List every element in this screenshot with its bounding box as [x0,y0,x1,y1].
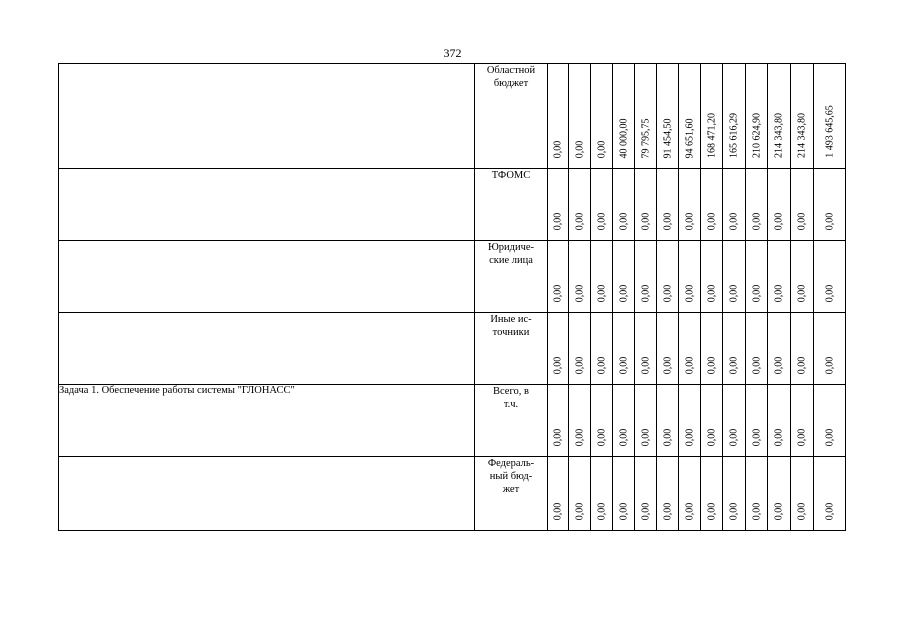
value-text: 0,00 [728,212,740,230]
value-cell [723,313,746,385]
value-cell [569,385,591,457]
value-cell [591,169,613,241]
value-text: 214 343,80 [796,113,808,158]
funding-source-label: ТФОМС [491,170,531,181]
value-text: 0,00 [751,428,762,446]
value-cell [768,457,791,531]
value-cell [591,64,613,169]
value-cell [791,169,814,241]
value-text: 0,00 [751,502,762,520]
value-text: 0,00 [640,502,651,520]
funding-source-label: Федераль-ный бюд-жет [487,458,535,495]
value-text: 0,00 [640,428,651,446]
value-cell [768,313,791,385]
value-text: 0,00 [728,502,740,520]
value-cell [613,385,635,457]
value-cell [723,457,746,531]
value-cell [657,385,679,457]
value-cell [723,241,746,313]
value-text: 0,00 [684,356,695,374]
value-cell [746,457,768,531]
value-cell [768,385,791,457]
value-text: 0,00 [751,356,762,374]
value-cell [635,169,657,241]
value-text: 0,00 [662,284,673,302]
value-cell [657,241,679,313]
value-text: 0,00 [596,428,607,446]
value-text: 0,00 [618,212,629,230]
value-cell [657,64,679,169]
value-text: 0,00 [596,140,607,158]
funding-source-label: Иные ис-точники [490,314,532,338]
value-text: 0,00 [796,356,808,374]
value-text: 0,00 [824,212,835,230]
value-text: 0,00 [618,356,629,374]
value-cell [679,385,701,457]
value-cell [814,313,846,385]
value-text: 0,00 [751,284,762,302]
value-cell [723,169,746,241]
value-text: 0,00 [618,428,629,446]
task-cell [59,313,475,385]
funding-source-cell [475,169,548,241]
value-cell [635,241,657,313]
value-cell [635,457,657,531]
value-text: 0,00 [684,284,695,302]
value-cell [701,457,723,531]
value-text: 0,00 [552,502,564,520]
value-cell [613,457,635,531]
value-cell [723,64,746,169]
value-text: 0,00 [706,284,717,302]
value-cell [814,241,846,313]
value-cell [548,457,569,531]
value-text: 0,00 [728,356,740,374]
page-number: 372 [443,46,462,60]
value-text: 210 624,90 [751,113,762,158]
value-cell [791,313,814,385]
value-text: 0,00 [640,284,651,302]
value-text: 0,00 [552,284,564,302]
funding-source-label: Областной бюджет [486,65,536,89]
funding-source-cell [475,64,548,169]
value-cell [635,385,657,457]
value-text: 0,00 [640,212,651,230]
funding-source-label: Всего, в т.ч. [493,386,529,410]
value-cell [569,64,591,169]
value-text: 0,00 [684,428,695,446]
value-cell [548,64,569,169]
value-text: 0,00 [640,356,651,374]
value-text: 168 471,20 [706,113,717,158]
value-cell [569,313,591,385]
value-cell [768,64,791,169]
value-text: 0,00 [706,212,717,230]
value-cell [613,64,635,169]
value-cell [723,385,746,457]
value-text: 40 000,00 [618,118,629,158]
value-cell [657,169,679,241]
value-text: 0,00 [773,356,785,374]
value-text: 0,00 [596,356,607,374]
value-cell [814,457,846,531]
table-row [59,169,846,241]
table-row [59,64,846,169]
table-row [59,385,846,457]
value-text: 0,00 [796,502,808,520]
value-text: 0,00 [773,212,785,230]
value-cell [701,385,723,457]
value-cell [679,313,701,385]
value-text: 0,00 [824,284,835,302]
value-text: 0,00 [824,502,835,520]
value-text: 0,00 [824,428,835,446]
value-text: 0,00 [728,284,740,302]
value-text: 0,00 [662,502,673,520]
budget-table [58,63,846,531]
funding-source-cell [475,313,548,385]
value-cell [701,241,723,313]
value-cell [591,457,613,531]
value-text: 0,00 [796,212,808,230]
value-cell [613,313,635,385]
table-row [59,241,846,313]
value-text: 0,00 [751,212,762,230]
value-cell [679,64,701,169]
value-text: 0,00 [574,212,585,230]
value-cell [791,241,814,313]
value-text: 0,00 [596,212,607,230]
value-cell [746,169,768,241]
task-cell [59,169,475,241]
value-text: 0,00 [796,284,808,302]
value-cell [701,169,723,241]
value-cell [746,64,768,169]
value-text: 0,00 [574,502,585,520]
value-cell [569,241,591,313]
task-cell: Задача 1. Обеспечение работы системы "ГЛОНАСС" [59,385,475,457]
value-text: 0,00 [574,356,585,374]
value-cell [548,169,569,241]
table-row [59,313,846,385]
funding-source-cell [475,385,548,457]
funding-source-label: Юридиче-ские лица [487,242,535,266]
value-cell [548,385,569,457]
value-cell [569,169,591,241]
value-text: 0,00 [773,502,785,520]
value-cell [657,313,679,385]
value-cell [679,169,701,241]
value-cell [591,313,613,385]
value-cell [548,241,569,313]
value-cell [679,457,701,531]
value-text: 0,00 [773,284,785,302]
task-cell [59,457,475,531]
value-text: 0,00 [684,502,695,520]
value-cell [701,313,723,385]
value-text: 0,00 [574,140,585,158]
value-cell [768,169,791,241]
value-text: 0,00 [706,356,717,374]
value-text: 0,00 [552,428,564,446]
value-text: 0,00 [662,212,673,230]
value-cell [746,241,768,313]
value-cell [613,241,635,313]
value-text: 0,00 [574,428,585,446]
value-text: 0,00 [596,502,607,520]
value-text: 79 795,75 [640,118,651,158]
table-row [59,457,846,531]
value-cell [746,385,768,457]
value-text: 0,00 [706,502,717,520]
value-text: 0,00 [552,140,564,158]
value-cell [814,385,846,457]
value-cell [791,64,814,169]
value-text: 0,00 [662,428,673,446]
value-text: 0,00 [618,502,629,520]
value-text: 0,00 [706,428,717,446]
value-cell [746,313,768,385]
value-text: 214 343,80 [773,113,785,158]
value-text: 0,00 [552,356,564,374]
value-text: 165 616,29 [728,113,740,158]
value-text: 0,00 [824,356,835,374]
value-cell [791,385,814,457]
value-text: 0,00 [796,428,808,446]
value-text: 0,00 [596,284,607,302]
value-cell [657,457,679,531]
value-text: 0,00 [773,428,785,446]
task-cell [59,64,475,169]
value-cell [635,64,657,169]
value-cell [814,169,846,241]
value-cell [701,64,723,169]
value-cell [569,457,591,531]
value-text: 94 651,60 [684,118,695,158]
value-cell [791,457,814,531]
value-cell [768,241,791,313]
value-text: 0,00 [728,428,740,446]
value-text: 0,00 [684,212,695,230]
value-text: 91 454,50 [662,118,673,158]
value-cell [613,169,635,241]
funding-source-cell [475,241,548,313]
value-text: 1 493 645,65 [824,105,835,158]
value-text: 0,00 [552,212,564,230]
value-text: 0,00 [662,356,673,374]
value-cell [679,241,701,313]
value-cell [635,313,657,385]
value-cell [814,64,846,169]
value-cell [548,313,569,385]
value-cell [591,385,613,457]
value-text: 0,00 [618,284,629,302]
funding-source-cell [475,457,548,531]
task-cell [59,241,475,313]
value-cell [591,241,613,313]
value-text: 0,00 [574,284,585,302]
